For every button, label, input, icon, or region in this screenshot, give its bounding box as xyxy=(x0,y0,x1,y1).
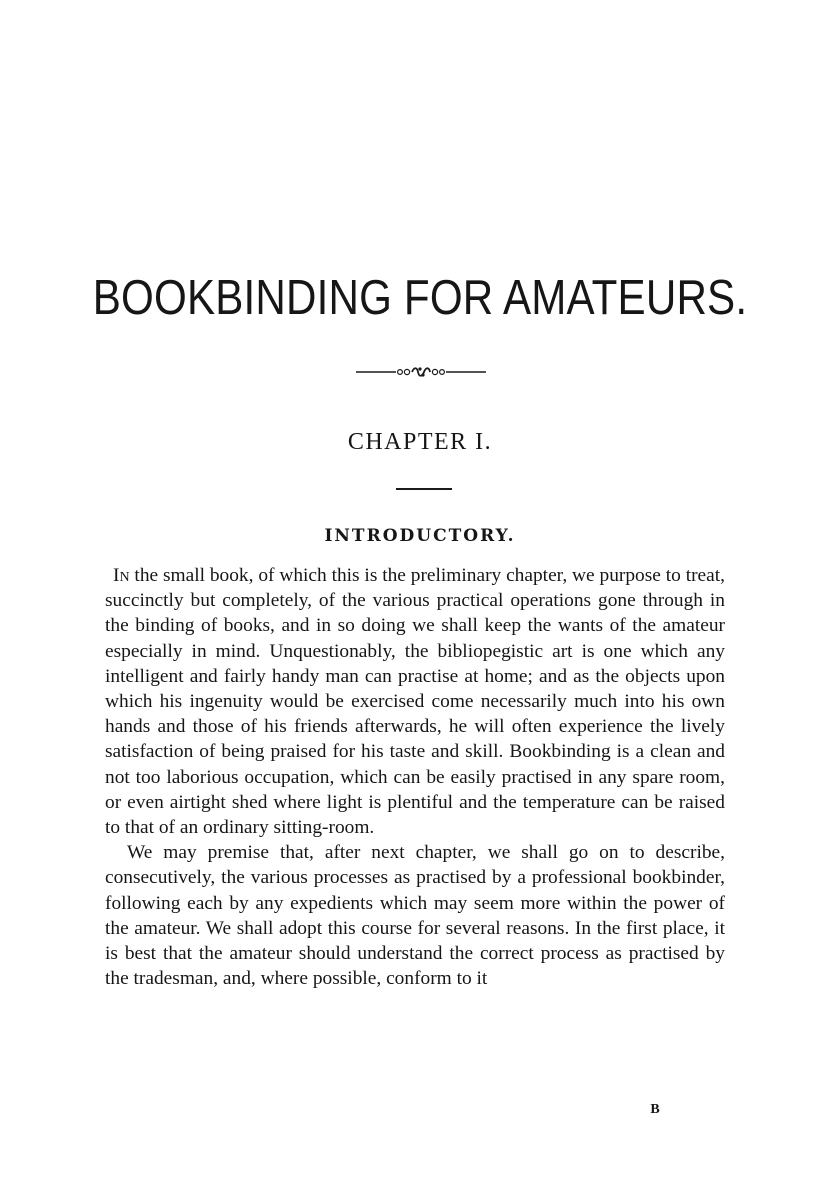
paragraph-1 xyxy=(105,563,725,840)
book-title: BOOKBINDING FOR AMATEURS. xyxy=(92,271,748,325)
section-title: INTRODUCTORY. xyxy=(324,526,516,546)
body-text xyxy=(105,563,725,991)
paragraph-1-drop-word: In xyxy=(113,565,130,586)
paragraph-1-text: the small book, of which this is the preliminary chapter, we purpose to treat, succinctly but completely, of the various practical operations gone through in the binding of books, and in so doing we shall keep the wants of the amateur especially in mind. Unquestionably, the bibliopegistic art is one which any intelligent and fairly handy man can practise at home; and as the objects upon which his ingenuity would be exercised come necessarily much into his own hands and those of his friends afterwards, he will often experience the lively satisfaction of being praised for his taste and skill. Bookbinding is a clean and not too laborious occupation, which can be easily practised in any spare room, or even airtight shed where light is plentiful and the temperature can be raised to that of an ordinary sitting-room. xyxy=(105,565,725,839)
paragraph-2-text: We may premise that, after next chapter, we shall go on to describe, consecutively, the various processes as practised by a professional bookbinder, following each by any expedients which may seem more within the power of the amateur. We shall adopt this course for several reasons. In the first place, it is best that the amateur should understand the correct process as practised by the tradesman, and, where possible, conform to it xyxy=(105,842,725,990)
paragraph-2 xyxy=(105,840,725,991)
printers-flourish-icon xyxy=(356,365,486,379)
signature-mark: B xyxy=(650,1102,660,1117)
chapter-heading: CHAPTER I. xyxy=(347,429,493,455)
chapter-divider-rule xyxy=(396,488,452,490)
